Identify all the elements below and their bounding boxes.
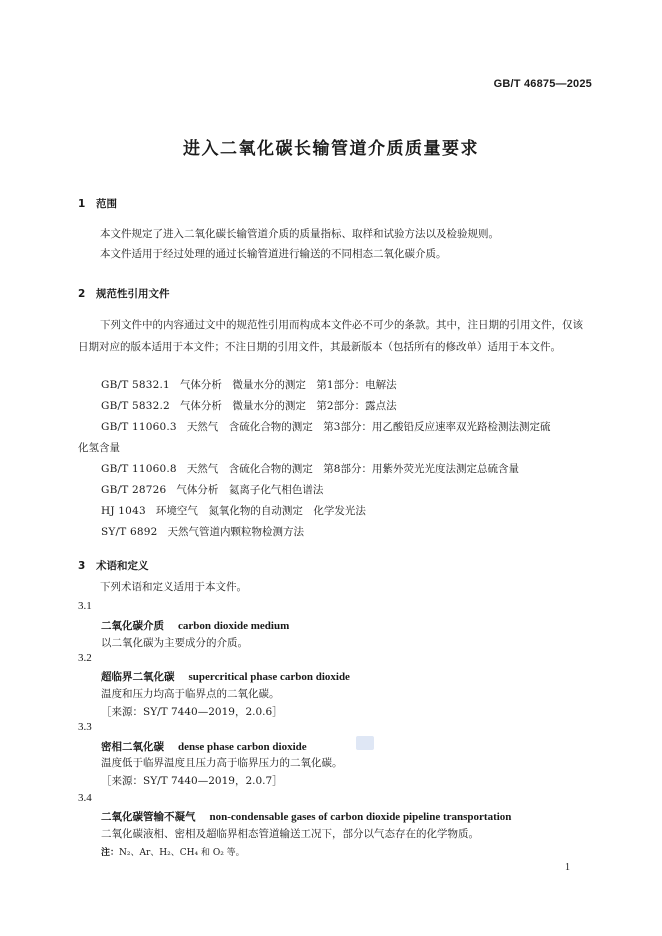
note-label: 注： bbox=[101, 848, 120, 858]
reference-code: GB/T 5832.2 bbox=[101, 400, 170, 412]
section-2-heading bbox=[78, 286, 170, 301]
section-1-number: 1 bbox=[78, 198, 86, 210]
reference-title: 天然气管道内颗粒物检测方法 bbox=[167, 526, 305, 538]
reference-item bbox=[101, 461, 519, 476]
reference-code: GB/T 11060.8 bbox=[101, 463, 177, 475]
reference-title: 气体分析 氦离子化气相色谱法 bbox=[176, 484, 324, 496]
section-1-para-1 bbox=[78, 224, 593, 246]
reference-title: 环境空气 氮氧化物的自动测定 化学发光法 bbox=[155, 505, 366, 517]
reference-code: GB/T 11060.3 bbox=[101, 421, 177, 433]
reference-code: HJ 1043 bbox=[101, 505, 146, 517]
reference-code: GB/T 28726 bbox=[101, 484, 167, 496]
section-2-number: 2 bbox=[78, 288, 86, 300]
section-3-number: 3 bbox=[78, 560, 86, 572]
page-number: 1 bbox=[565, 862, 570, 873]
section-2-title: 规范性引用文件 bbox=[96, 288, 170, 300]
term-number: 3.4 bbox=[78, 792, 92, 804]
watermark-logo bbox=[356, 736, 374, 750]
term-en: non-condensable gases of carbon dioxide pipeline transportation bbox=[209, 811, 512, 823]
term-number: 3.2 bbox=[78, 652, 92, 664]
section-2-intro-text: 下列文件中的内容通过文中的规范性引用而构成本文件必不可少的条款。其中，注日期的引用文件，仅该日期对应的版本适用于本文件；不注日期的引用文件，其最新版本（包括所有的修改单）适用于本文件。 bbox=[78, 319, 583, 353]
reference-title: 天然气 含硫化合物的测定 第3部分：用乙酸铅反应速率双光路检测法测定硫 bbox=[186, 421, 551, 433]
term-en: carbon dioxide medium bbox=[178, 620, 290, 632]
section-1-para-2 bbox=[78, 244, 593, 266]
section-3-heading bbox=[78, 558, 149, 573]
section-3-intro-text: 下列术语和定义适用于本文件。 bbox=[100, 581, 247, 593]
term-heading bbox=[101, 618, 289, 633]
term-heading bbox=[101, 809, 511, 824]
term-definition: 以二氧化碳为主要成分的介质。 bbox=[101, 637, 248, 649]
term-definition: 温度和压力均高于临界点的二氧化碳。 bbox=[101, 688, 280, 700]
reference-title: 气体分析 微量水分的测定 第1部分：电解法 bbox=[179, 379, 397, 391]
term-en: supercritical phase carbon dioxide bbox=[188, 671, 350, 683]
term-en: dense phase carbon dioxide bbox=[178, 741, 307, 753]
term-number: 3.3 bbox=[78, 721, 92, 733]
reference-code: SY/T 6892 bbox=[101, 526, 158, 538]
reference-item bbox=[101, 398, 397, 413]
term-heading bbox=[101, 669, 350, 684]
note-text: N₂、Ar、H₂、CH₄ 和 O₂ 等。 bbox=[119, 848, 245, 858]
reference-title: 天然气 含硫化合物的测定 第8部分：用紫外荧光光度法测定总硫含量 bbox=[186, 463, 519, 475]
section-1-para-2-text: 本文件适用于经过处理的通过长输管道进行输送的不同相态二氧化碳介质。 bbox=[100, 248, 447, 260]
term-zh: 二氧化碳管输不凝气 bbox=[101, 811, 196, 823]
reference-item bbox=[101, 377, 397, 392]
term-number: 3.1 bbox=[78, 600, 92, 612]
reference-item bbox=[101, 419, 551, 434]
section-3-title: 术语和定义 bbox=[96, 560, 149, 572]
term-zh: 超临界二氧化碳 bbox=[101, 671, 175, 683]
term-heading bbox=[101, 739, 307, 754]
section-2-intro bbox=[78, 315, 593, 358]
section-3-intro bbox=[78, 577, 593, 599]
document-title: 进入二氧化碳长输管道介质质量要求 bbox=[183, 139, 479, 159]
standard-number: GB/T 46875—2025 bbox=[493, 78, 592, 90]
reference-code: GB/T 5832.1 bbox=[101, 379, 170, 391]
reference-continuation: 化氢含量 bbox=[78, 442, 120, 454]
section-1-heading bbox=[78, 196, 117, 211]
reference-title: 气体分析 微量水分的测定 第2部分：露点法 bbox=[179, 400, 397, 412]
section-1-para-1-text: 本文件规定了进入二氧化碳长输管道介质的质量指标、取样和试验方法以及检验规则。 bbox=[100, 228, 499, 240]
term-source: ［来源：SY/T 7440—2019，2.0.6］ bbox=[101, 706, 283, 718]
term-definition: 温度低于临界温度且压力高于临界压力的二氧化碳。 bbox=[101, 757, 343, 769]
term-note bbox=[101, 845, 245, 858]
reference-item bbox=[101, 524, 304, 539]
term-zh: 密相二氧化碳 bbox=[101, 741, 164, 753]
reference-item bbox=[101, 503, 366, 518]
section-1-title: 范围 bbox=[96, 198, 117, 210]
term-definition: 二氧化碳液相、密相及超临界相态管道输送工况下，部分以气态存在的化学物质。 bbox=[101, 828, 479, 840]
reference-item bbox=[101, 482, 323, 497]
term-source: ［来源：SY/T 7440—2019，2.0.7］ bbox=[101, 775, 283, 787]
term-zh: 二氧化碳介质 bbox=[101, 620, 164, 632]
